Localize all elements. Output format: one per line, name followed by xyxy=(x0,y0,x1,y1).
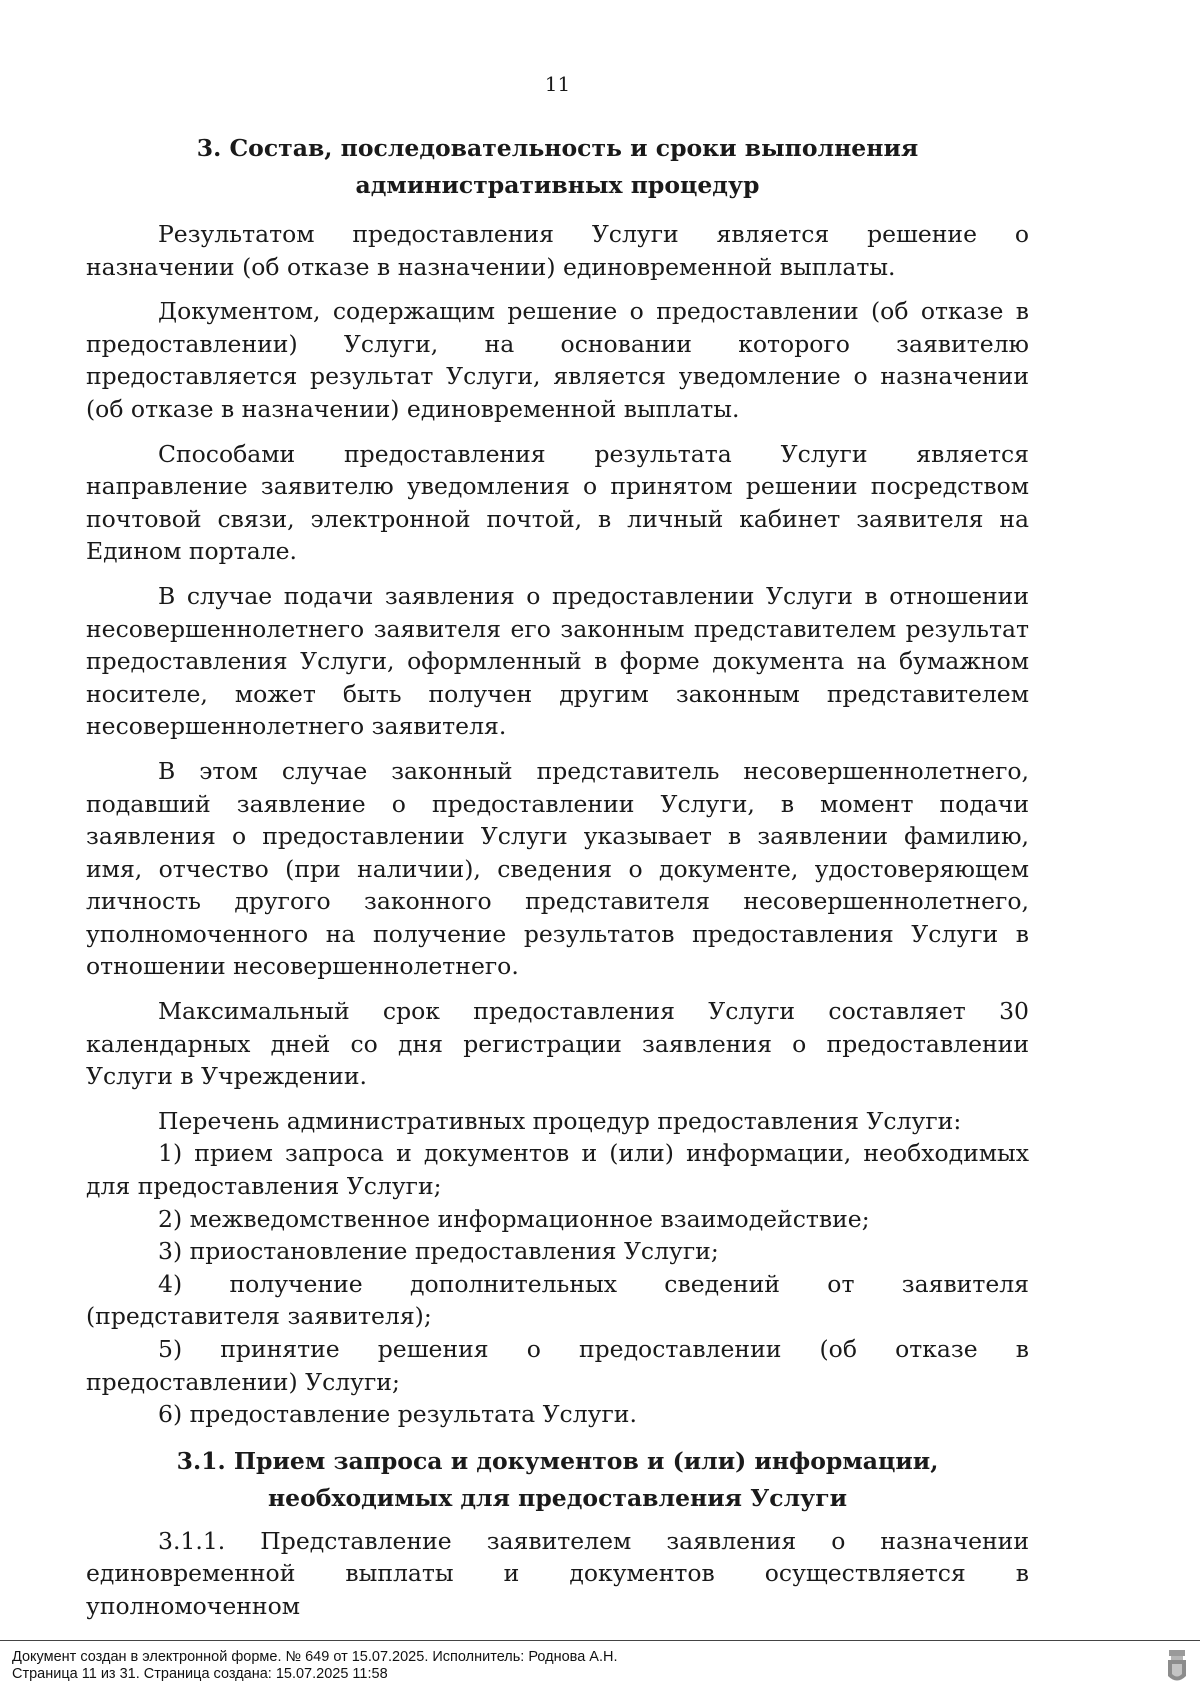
document-body xyxy=(86,130,1029,1623)
section-heading-3: 3. Состав, последовательность и сроки выполнения административных процедур xyxy=(196,134,919,199)
footer-line-2: Страница 11 из 31. Страница создана: 15.07.2025 11:58 xyxy=(12,1666,388,1682)
paragraph-minor-case: В случае подачи заявления о предоставлении Услуги в отношении несовершеннолетнего заявителя его законным представителем результат предоставления Услуги, оформленный в форме документа на бумажном носителе, может быть получен другим законным представителем несовершеннолетнего заявителя. xyxy=(86,581,1029,741)
paragraph-result: Результатом предоставления Услуги является решение о назначении (об отказе в назначении) единовременной выплаты. xyxy=(86,220,1029,281)
coat-of-arms-icon xyxy=(1166,1648,1188,1686)
procedure-item: 6) предоставление результата Услуги. xyxy=(158,1400,637,1429)
clause-3-1-1: 3.1.1. Представление заявителем заявления о назначении единовременной выплаты и документов осуществляется в уполномоченном xyxy=(86,1526,1029,1620)
page-number: 11 xyxy=(544,72,571,96)
procedure-item: 2) межведомственное информационное взаимодействие; xyxy=(158,1204,870,1233)
procedure-item: 4) получение дополнительных сведений от заявителя (представителя заявителя); xyxy=(86,1269,1029,1331)
procedure-item: 5) принятие решения о предоставлении (об отказе в предоставлении) Услуги; xyxy=(86,1335,1029,1396)
paragraph-document: Документом, содержащим решение о предоставлении (об отказе в предоставлении) Услуги, на основании которого заявителю предоставляется результат Услуги, является уведомление о назначении (об отказе в назначении) единовременной выплаты. xyxy=(86,297,1029,423)
footer-line-1: Документ создан в электронной форме. № 649 от 15.07.2025. Исполнитель: Роднова А.Н. xyxy=(12,1649,618,1665)
paragraph-representative: В этом случае законный представитель несовершеннолетнего, подавший заявление о предоставлении Услуги, в момент подачи заявления о предоставлении Услуги указывает в заявлении фамилию, имя, отчество (при наличии), сведения о документе, удостоверяющем личность другого законного представителя несовершеннолетнего, уполномоченного на получение результатов предоставления Услуги в отношении несовершеннолетнего. xyxy=(86,756,1029,981)
paragraph-max-term: Максимальный срок предоставления Услуги составляет 30 календарных дней со дня регистрации заявления о предоставлении Услуги в Учреждении. xyxy=(86,997,1029,1091)
document-footer xyxy=(0,1640,1200,1683)
procedures-intro: Перечень административных процедур предоставления Услуги: xyxy=(158,1106,962,1135)
section-heading-3-1: 3.1. Прием запроса и документов и (или) информации, необходимых для предоставления Услуги xyxy=(176,1446,939,1512)
procedure-item: 1) прием запроса и документов и (или) информации, необходимых для предоставления Услуги; xyxy=(86,1139,1029,1201)
paragraph-methods: Способами предоставления результата Услуги является направление заявителю уведомления о принятом решении посредством почтовой связи, электронной почтой, в личный кабинет заявителя на Едином портале. xyxy=(86,439,1029,566)
procedure-item: 3) приостановление предоставления Услуги; xyxy=(158,1237,719,1266)
